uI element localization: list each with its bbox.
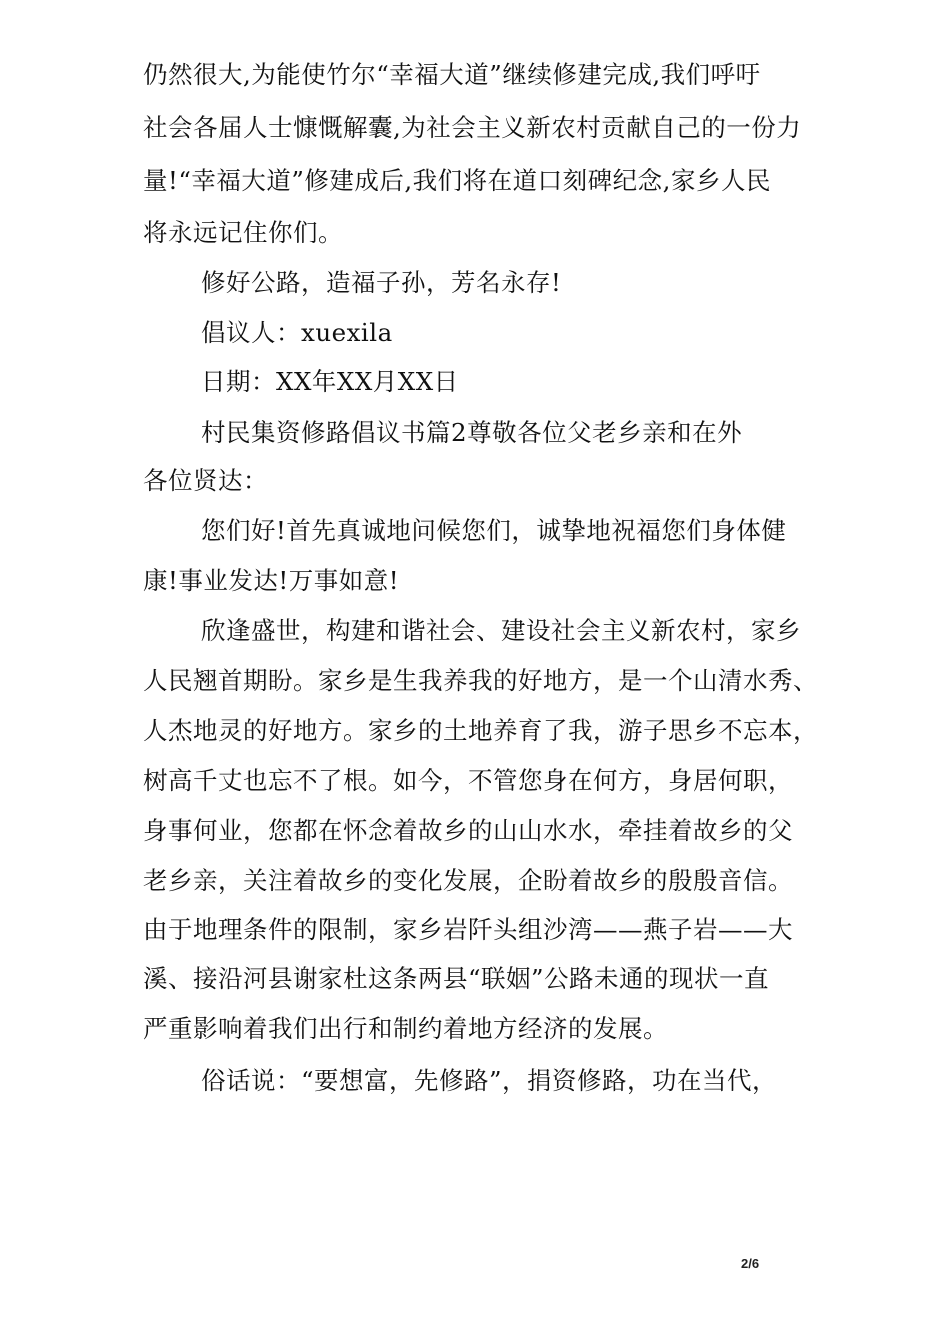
text-line: 量!“幸福大道”修建成后,我们将在道口刻碑纪念,家乡人民 [143, 166, 771, 195]
text-line: 修好公路，造福子孙，芳名永存! [201, 268, 562, 297]
text-line: 人杰地灵的好地方。家乡的土地养育了我，游子思乡不忘本， [143, 716, 818, 745]
text-line: 各位贤达： [143, 466, 268, 495]
text-line: 康!事业发达!万事如意! [143, 566, 400, 595]
text-line: 人民翘首期盼。家乡是生我养我的好地方，是一个山清水秀、 [143, 666, 818, 695]
text-line: 溪、接沿河县谢家杜这条两县“联姻”公路未通的现状一直 [143, 964, 770, 993]
text-line: 您们好!首先真诚地问候您们，诚挚地祝福您们身体健 [201, 516, 787, 545]
text-line: 身事何业，您都在怀念着故乡的山山水水，牵挂着故乡的父 [143, 816, 793, 845]
text-line: 由于地理条件的限制，家乡岩阡头组沙湾——燕子岩——大 [143, 915, 793, 944]
text-line: 仍然很大,为能使竹尔“幸福大道”继续修建完成,我们呼吁 [143, 60, 761, 89]
text-line: 社会各届人士慷慨解囊,为社会主义新农村贡献自己的一份力 [143, 113, 802, 142]
text-line: 倡议人：xuexila [201, 318, 393, 347]
text-line: 树高千丈也忘不了根。如今，不管您身在何方，身居何职， [143, 766, 793, 795]
text-line: 将永远记住你们。 [143, 218, 343, 247]
text-line: 老乡亲，关注着故乡的变化发展，企盼着故乡的殷殷音信。 [143, 866, 793, 895]
page-number: 2/6 [741, 1256, 760, 1271]
text-line: 村民集资修路倡议书篇2尊敬各位父老乡亲和在外 [201, 418, 743, 447]
text-line: 严重影响着我们出行和制约着地方经济的发展。 [143, 1014, 668, 1043]
text-line: 日期：XX年XX月XX日 [201, 367, 459, 396]
text-line: 欣逢盛世，构建和谐社会、建设社会主义新农村，家乡 [201, 616, 801, 645]
text-line: 俗话说：“要想富，先修路”，捐资修路，功在当代， [201, 1066, 778, 1095]
